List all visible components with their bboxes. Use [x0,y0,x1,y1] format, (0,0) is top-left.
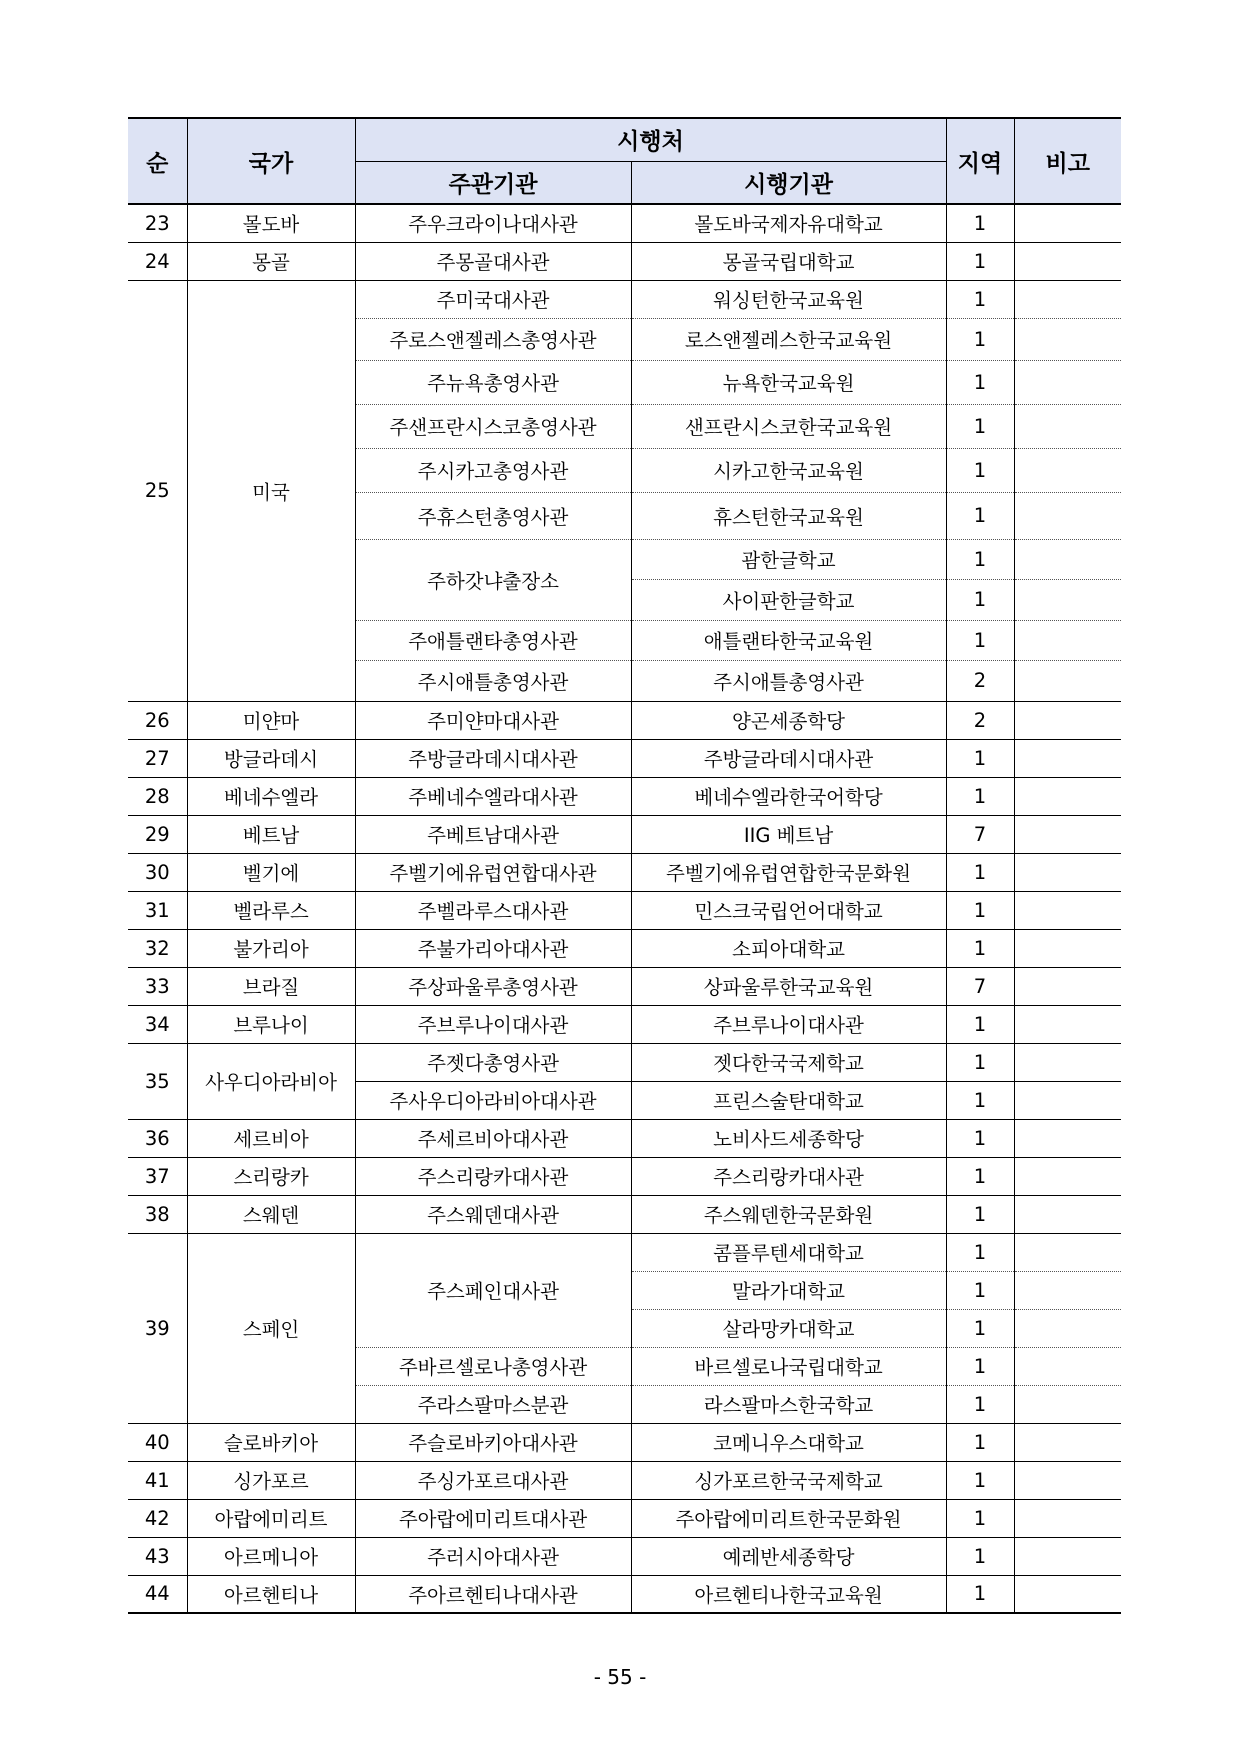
table-row [128,1005,1121,1043]
cell-note [1014,1461,1121,1499]
cell-region: 1 [946,1461,1014,1499]
cell-note [1014,492,1121,539]
cell-note [1014,1119,1121,1157]
cell-implementer: 상파울루한국교육원 [631,967,946,1005]
cell-country: 아르헨티나 [187,1575,355,1613]
cell-region: 1 [946,1043,1014,1081]
cell-country: 스리랑카 [187,1157,355,1195]
header-host: 주관기관 [355,161,631,204]
cell-implementer: 주벨기에유럽연합한국문화원 [631,853,946,891]
cell-region: 1 [946,1005,1014,1043]
table-row [128,891,1121,929]
cell-implementer: 워싱턴한국교육원 [631,280,946,318]
cell-no: 37 [128,1157,187,1195]
cell-host: 주사우디아라비아대사관 [355,1081,631,1119]
cell-host: 주뉴욕총영사관 [355,360,631,404]
cell-implementer: 라스팔마스한국학교 [631,1385,946,1423]
cell-no: 35 [128,1043,187,1119]
cell-host: 주휴스턴총영사관 [355,492,631,539]
agency-table [128,117,1121,1614]
cell-note [1014,1423,1121,1461]
cell-region: 1 [946,539,1014,579]
cell-note [1014,1233,1121,1271]
cell-country: 브라질 [187,967,355,1005]
cell-host: 주시카고총영사관 [355,448,631,492]
cell-region: 1 [946,1347,1014,1385]
cell-host: 주스웨덴대사관 [355,1195,631,1233]
cell-note [1014,815,1121,853]
cell-no: 23 [128,204,187,242]
cell-host: 주애틀랜타총영사관 [355,620,631,660]
cell-note [1014,853,1121,891]
cell-note [1014,891,1121,929]
cell-note [1014,360,1121,404]
cell-note [1014,579,1121,620]
cell-host: 주스페인대사관 [355,1233,631,1347]
header-no: 순 [128,118,187,204]
cell-host: 주바르셀로나총영사관 [355,1347,631,1385]
cell-host: 주방글라데시대사관 [355,739,631,777]
cell-implementer: 싱가포르한국국제학교 [631,1461,946,1499]
cell-note [1014,777,1121,815]
cell-country: 몰도바 [187,204,355,242]
cell-region: 1 [946,1575,1014,1613]
table-row [128,204,1121,242]
cell-no: 33 [128,967,187,1005]
cell-note [1014,280,1121,318]
cell-country: 슬로바키아 [187,1423,355,1461]
cell-note [1014,1537,1121,1575]
cell-note [1014,1385,1121,1423]
cell-no: 39 [128,1233,187,1423]
cell-note [1014,1005,1121,1043]
table-row [128,1575,1121,1613]
cell-note [1014,1499,1121,1537]
cell-region: 1 [946,1081,1014,1119]
cell-implementer: 살라망카대학교 [631,1309,946,1347]
header-note: 비고 [1014,118,1121,204]
table-row [128,1461,1121,1499]
cell-no: 30 [128,853,187,891]
cell-country: 베네수엘라 [187,777,355,815]
cell-country: 미얀마 [187,701,355,739]
cell-no: 36 [128,1119,187,1157]
cell-host: 주싱가포르대사관 [355,1461,631,1499]
table-row [128,1043,1121,1081]
cell-host: 주젯다총영사관 [355,1043,631,1081]
cell-note [1014,1347,1121,1385]
cell-host: 주베트남대사관 [355,815,631,853]
cell-host: 주벨라루스대사관 [355,891,631,929]
cell-host: 주라스팔마스분관 [355,1385,631,1423]
cell-implementer: 애틀랜타한국교육원 [631,620,946,660]
cell-host: 주불가리아대사관 [355,929,631,967]
cell-region: 2 [946,701,1014,739]
cell-implementer: 콤플루텐세대학교 [631,1233,946,1271]
table-row [128,1119,1121,1157]
table-row [128,815,1121,853]
header-agency-group: 시행처 [355,118,946,161]
cell-host: 주베네수엘라대사관 [355,777,631,815]
cell-region: 1 [946,777,1014,815]
table-row [128,929,1121,967]
cell-implementer: 주방글라데시대사관 [631,739,946,777]
cell-implementer: 샌프란시스코한국교육원 [631,404,946,448]
cell-implementer: 프린스술탄대학교 [631,1081,946,1119]
cell-host: 주우크라이나대사관 [355,204,631,242]
cell-note [1014,620,1121,660]
cell-region: 1 [946,492,1014,539]
cell-implementer: 코메니우스대학교 [631,1423,946,1461]
cell-region: 1 [946,1423,1014,1461]
cell-region: 1 [946,318,1014,360]
cell-implementer: 사이판한글학교 [631,579,946,620]
table-row [128,1537,1121,1575]
cell-no: 41 [128,1461,187,1499]
cell-note [1014,404,1121,448]
cell-host: 주미국대사관 [355,280,631,318]
cell-region: 1 [946,620,1014,660]
cell-note [1014,1043,1121,1081]
cell-note [1014,1081,1121,1119]
cell-no: 44 [128,1575,187,1613]
cell-region: 1 [946,360,1014,404]
cell-no: 40 [128,1423,187,1461]
cell-country: 미국 [187,280,355,701]
cell-no: 43 [128,1537,187,1575]
cell-host: 주브루나이대사관 [355,1005,631,1043]
cell-note [1014,1271,1121,1309]
cell-host: 주샌프란시스코총영사관 [355,404,631,448]
cell-region: 7 [946,815,1014,853]
cell-region: 1 [946,204,1014,242]
cell-implementer: 시카고한국교육원 [631,448,946,492]
table-row [128,777,1121,815]
cell-host: 주스리랑카대사관 [355,1157,631,1195]
header-region: 지역 [946,118,1014,204]
table-row [128,1423,1121,1461]
cell-host: 주몽골대사관 [355,242,631,280]
cell-country: 불가리아 [187,929,355,967]
cell-note [1014,701,1121,739]
cell-implementer: 휴스턴한국교육원 [631,492,946,539]
cell-implementer: 예레반세종학당 [631,1537,946,1575]
table-row [128,967,1121,1005]
cell-country: 사우디아라비아 [187,1043,355,1119]
cell-host: 주러시아대사관 [355,1537,631,1575]
cell-implementer: 젯다한국국제학교 [631,1043,946,1081]
cell-country: 몽골 [187,242,355,280]
cell-note [1014,929,1121,967]
cell-implementer: 노비사드세종학당 [631,1119,946,1157]
cell-country: 브루나이 [187,1005,355,1043]
table-row [128,280,1121,318]
cell-country: 아랍에미리트 [187,1499,355,1537]
page-number: - 55 - [593,1665,647,1689]
table-row [128,1157,1121,1195]
table-row [128,701,1121,739]
cell-host: 주아르헨티나대사관 [355,1575,631,1613]
cell-host: 주로스앤젤레스총영사관 [355,318,631,360]
cell-host: 주벨기에유럽연합대사관 [355,853,631,891]
cell-host: 주세르비아대사관 [355,1119,631,1157]
cell-region: 1 [946,1537,1014,1575]
table-row [128,1499,1121,1537]
cell-region: 1 [946,1195,1014,1233]
cell-region: 1 [946,1499,1014,1537]
cell-host: 주시애틀총영사관 [355,660,631,701]
cell-region: 1 [946,280,1014,318]
cell-implementer: 로스앤젤레스한국교육원 [631,318,946,360]
cell-country: 스페인 [187,1233,355,1423]
cell-note [1014,242,1121,280]
cell-implementer: 뉴욕한국교육원 [631,360,946,404]
cell-no: 25 [128,280,187,701]
cell-implementer: 몰도바국제자유대학교 [631,204,946,242]
cell-region: 1 [946,853,1014,891]
cell-country: 스웨덴 [187,1195,355,1233]
cell-note [1014,204,1121,242]
cell-implementer: 괌한글학교 [631,539,946,579]
cell-implementer: 베네수엘라한국어학당 [631,777,946,815]
cell-region: 1 [946,1309,1014,1347]
cell-implementer: 민스크국립언어대학교 [631,891,946,929]
cell-region: 1 [946,1233,1014,1271]
cell-implementer: 양곤세종학당 [631,701,946,739]
cell-note [1014,448,1121,492]
cell-country: 벨라루스 [187,891,355,929]
cell-country: 베트남 [187,815,355,853]
cell-implementer: 말라가대학교 [631,1271,946,1309]
cell-region: 1 [946,1271,1014,1309]
cell-implementer: 몽골국립대학교 [631,242,946,280]
cell-country: 아르메니아 [187,1537,355,1575]
cell-country: 벨기에 [187,853,355,891]
cell-implementer: 바르셀로나국립대학교 [631,1347,946,1385]
cell-note [1014,318,1121,360]
cell-no: 32 [128,929,187,967]
cell-note [1014,739,1121,777]
cell-implementer: 아르헨티나한국교육원 [631,1575,946,1613]
cell-note [1014,1195,1121,1233]
cell-no: 38 [128,1195,187,1233]
cell-implementer: 주시애틀총영사관 [631,660,946,701]
cell-implementer: 주스리랑카대사관 [631,1157,946,1195]
table-row [128,1195,1121,1233]
cell-no: 24 [128,242,187,280]
cell-country: 방글라데시 [187,739,355,777]
cell-note [1014,1157,1121,1195]
cell-region: 1 [946,1119,1014,1157]
cell-note [1014,1575,1121,1613]
cell-host: 주하갓냐출장소 [355,539,631,620]
cell-host: 주상파울루총영사관 [355,967,631,1005]
cell-host: 주아랍에미리트대사관 [355,1499,631,1537]
table-row [128,242,1121,280]
cell-country: 싱가포르 [187,1461,355,1499]
cell-no: 28 [128,777,187,815]
cell-implementer: 주스웨덴한국문화원 [631,1195,946,1233]
cell-region: 1 [946,1157,1014,1195]
table-row [128,853,1121,891]
cell-region: 1 [946,1385,1014,1423]
table-row [128,1233,1121,1271]
cell-no: 27 [128,739,187,777]
cell-region: 1 [946,242,1014,280]
cell-region: 1 [946,929,1014,967]
cell-region: 1 [946,404,1014,448]
cell-country: 세르비아 [187,1119,355,1157]
table-row [128,739,1121,777]
cell-region: 1 [946,448,1014,492]
cell-region: 1 [946,739,1014,777]
cell-note [1014,539,1121,579]
cell-region: 2 [946,660,1014,701]
cell-implementer: IIG 베트남 [631,815,946,853]
cell-implementer: 주브루나이대사관 [631,1005,946,1043]
header-implementer: 시행기관 [631,161,946,204]
cell-host: 주미얀마대사관 [355,701,631,739]
cell-region: 1 [946,579,1014,620]
cell-implementer: 소피아대학교 [631,929,946,967]
cell-no: 31 [128,891,187,929]
cell-region: 7 [946,967,1014,1005]
cell-no: 34 [128,1005,187,1043]
cell-note [1014,967,1121,1005]
cell-note [1014,660,1121,701]
cell-implementer: 주아랍에미리트한국문화원 [631,1499,946,1537]
cell-host: 주슬로바키아대사관 [355,1423,631,1461]
cell-no: 26 [128,701,187,739]
header-country: 국가 [187,118,355,204]
cell-no: 42 [128,1499,187,1537]
cell-no: 29 [128,815,187,853]
cell-region: 1 [946,891,1014,929]
cell-note [1014,1309,1121,1347]
